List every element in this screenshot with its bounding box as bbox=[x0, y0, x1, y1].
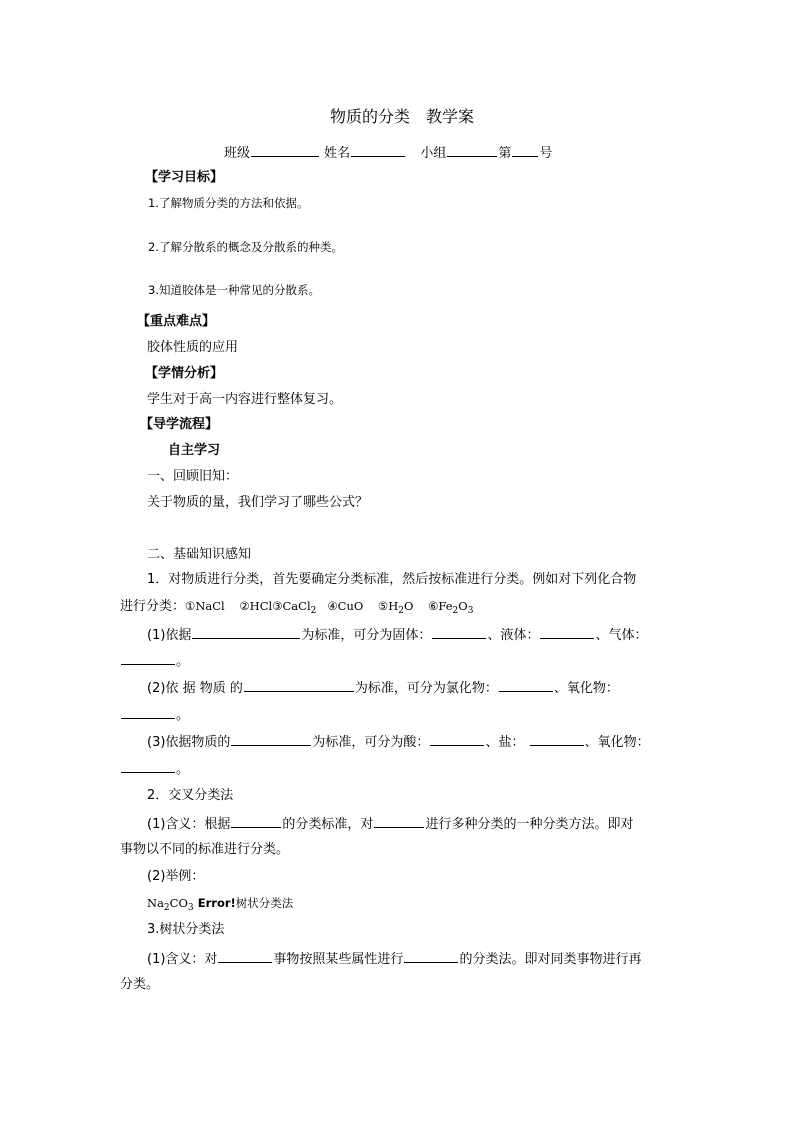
cross-def-b: 的分类标准，对 bbox=[282, 817, 374, 832]
key-heading: 【重点难点】 bbox=[137, 314, 216, 329]
class-label: 班级 bbox=[224, 146, 251, 161]
error-text: Error! bbox=[197, 896, 236, 910]
q1-gas-label: 、气体： bbox=[595, 628, 648, 643]
p1-line2-prefix: 进行分类： bbox=[120, 599, 186, 614]
review-title: 一、回顾旧知： bbox=[147, 469, 239, 484]
q2-prefix-c: 物 bbox=[199, 681, 213, 696]
cross-def-a: (1)含义：根据 bbox=[147, 817, 231, 832]
flow-heading: 【导学流程】 bbox=[140, 417, 219, 432]
q3-oxide-label: 、氧化物： bbox=[584, 735, 650, 750]
q2-line bbox=[147, 678, 619, 698]
hao-label: 号 bbox=[539, 146, 553, 161]
q3-prefix: (3)依据物质的 bbox=[147, 735, 231, 750]
goal-item-3: 3.知道胶体是一种常见的分散系。 bbox=[148, 283, 320, 297]
di-label: 第 bbox=[498, 146, 512, 161]
tree-def-d: 分类。 bbox=[120, 977, 160, 992]
na2co3-formula: $Na_2CO_3$ bbox=[147, 896, 194, 913]
tree-def-c: 的分类法。即对同类事物进行再 bbox=[459, 952, 642, 967]
q1-gas-blank[interactable] bbox=[121, 651, 175, 665]
q1-mid: 为标准，可分为固体： bbox=[301, 628, 432, 643]
tree-def-a: (1)含义：对 bbox=[147, 952, 218, 967]
basic-title: 二、基础知识感知 bbox=[147, 547, 252, 562]
q2-prefix-d: 质 bbox=[212, 681, 226, 696]
key-text: 胶体性质的应用 bbox=[147, 340, 239, 355]
name-blank[interactable] bbox=[351, 143, 405, 157]
number-blank[interactable] bbox=[512, 143, 538, 157]
compound-cuo: ④CuO bbox=[327, 599, 364, 613]
na2co3-na: Na bbox=[147, 896, 164, 910]
class-blank[interactable] bbox=[251, 143, 319, 157]
q2-end: 。 bbox=[176, 708, 190, 723]
cross-def-c: 进行多种分类的一种分类方法。即对 bbox=[425, 817, 634, 832]
q3-mid: 为标准，可分为酸： bbox=[312, 735, 430, 750]
student-info-line bbox=[224, 143, 552, 163]
compound-nacl: ①NaCl bbox=[185, 599, 225, 613]
q3-salt-blank[interactable] bbox=[530, 732, 584, 746]
q3-acid-blank[interactable] bbox=[430, 732, 484, 746]
q1-line bbox=[147, 625, 647, 645]
q2-chloride-blank[interactable] bbox=[499, 678, 553, 692]
page-title: 物质的分类 教学案 bbox=[329, 107, 474, 126]
tree-object-blank[interactable] bbox=[218, 949, 272, 963]
q1-line2 bbox=[120, 651, 189, 671]
cross-title: 2．交叉分类法 bbox=[147, 788, 234, 803]
q1-prefix: (1)依据 bbox=[147, 628, 192, 643]
q2-oxide-blank[interactable] bbox=[121, 705, 175, 719]
cross-example-label: (2)举例： bbox=[147, 869, 205, 884]
group-label: 小组 bbox=[420, 146, 447, 161]
q2-prefix-b: 据 bbox=[182, 681, 196, 696]
analysis-text: 学生对于高一内容进行整体复习。 bbox=[147, 392, 343, 407]
p1-line2 bbox=[120, 597, 473, 616]
group-blank[interactable] bbox=[447, 143, 497, 157]
cross-standard-blank[interactable] bbox=[231, 814, 281, 828]
q2-standard-blank[interactable] bbox=[244, 678, 354, 692]
q1-solid-blank[interactable] bbox=[432, 625, 486, 639]
na2co3-co: CO bbox=[169, 896, 188, 910]
q2-prefix-a: (2)依 bbox=[147, 681, 179, 696]
tree-title: 3.树状分类法 bbox=[147, 922, 225, 937]
q3-line2 bbox=[120, 759, 189, 779]
q1-liquid-blank[interactable] bbox=[540, 625, 594, 639]
q3-salt-label: 、盐： bbox=[485, 735, 525, 750]
q3-line bbox=[147, 732, 650, 752]
compound-cacl2: ③CaCl bbox=[272, 599, 311, 613]
tree-def-b: 事物按照某些属性进行 bbox=[273, 952, 404, 967]
goal-item-1: 1.了解物质分类的方法和依据。 bbox=[148, 196, 309, 210]
q1-standard-blank[interactable] bbox=[192, 625, 300, 639]
compound-fe2o3-o: O bbox=[458, 599, 468, 613]
q2-oxide-label: 、氧化物： bbox=[553, 681, 619, 696]
self-study-title: 自主学习 bbox=[168, 443, 221, 458]
q3-standard-blank[interactable] bbox=[231, 732, 311, 746]
compound-hcl: ②HCl bbox=[239, 599, 273, 613]
cross-def-d: 事物以不同的标准进行分类。 bbox=[120, 842, 290, 857]
cross-def-line bbox=[147, 814, 633, 834]
q3-end: 。 bbox=[176, 762, 190, 777]
tree-type-blank[interactable] bbox=[404, 949, 458, 963]
q2-mid: 为标准，可分为氯化物： bbox=[354, 681, 498, 696]
q2-prefix-e: 的 bbox=[229, 681, 243, 696]
goal-item-2: 2.了解分散系的概念及分散系的种类。 bbox=[148, 240, 343, 254]
na2co3-line bbox=[147, 894, 293, 913]
p1-line1: 1．对物质进行分类，首先要确定分类标准，然后按标准进行分类。例如对下列化合物 bbox=[147, 572, 637, 587]
tree-inline: 树状分类法 bbox=[235, 896, 294, 910]
q1-liquid-label: 、液体： bbox=[487, 628, 540, 643]
compound-h2o: ⑤H bbox=[377, 599, 399, 613]
name-label: 姓名 bbox=[324, 146, 351, 161]
compound-list: ①NaCl ②HCl③CaCl$_2$ ④CuO $⑤H_2O$ $⑥Fe_2O_3$ bbox=[185, 599, 474, 616]
q1-end: 。 bbox=[176, 654, 190, 669]
tree-def-line bbox=[147, 949, 641, 969]
analysis-heading: 【学情分析】 bbox=[145, 366, 224, 381]
cross-object-blank[interactable] bbox=[374, 814, 424, 828]
q2-line2 bbox=[120, 705, 189, 725]
compound-fe2o3: ⑥Fe bbox=[428, 599, 453, 613]
compound-h2o-o: O bbox=[404, 599, 414, 613]
review-question: 关于物质的量，我们学习了哪些公式？ bbox=[147, 495, 369, 510]
q3-oxide-blank[interactable] bbox=[121, 759, 175, 773]
goals-heading: 【学习目标】 bbox=[145, 170, 224, 185]
